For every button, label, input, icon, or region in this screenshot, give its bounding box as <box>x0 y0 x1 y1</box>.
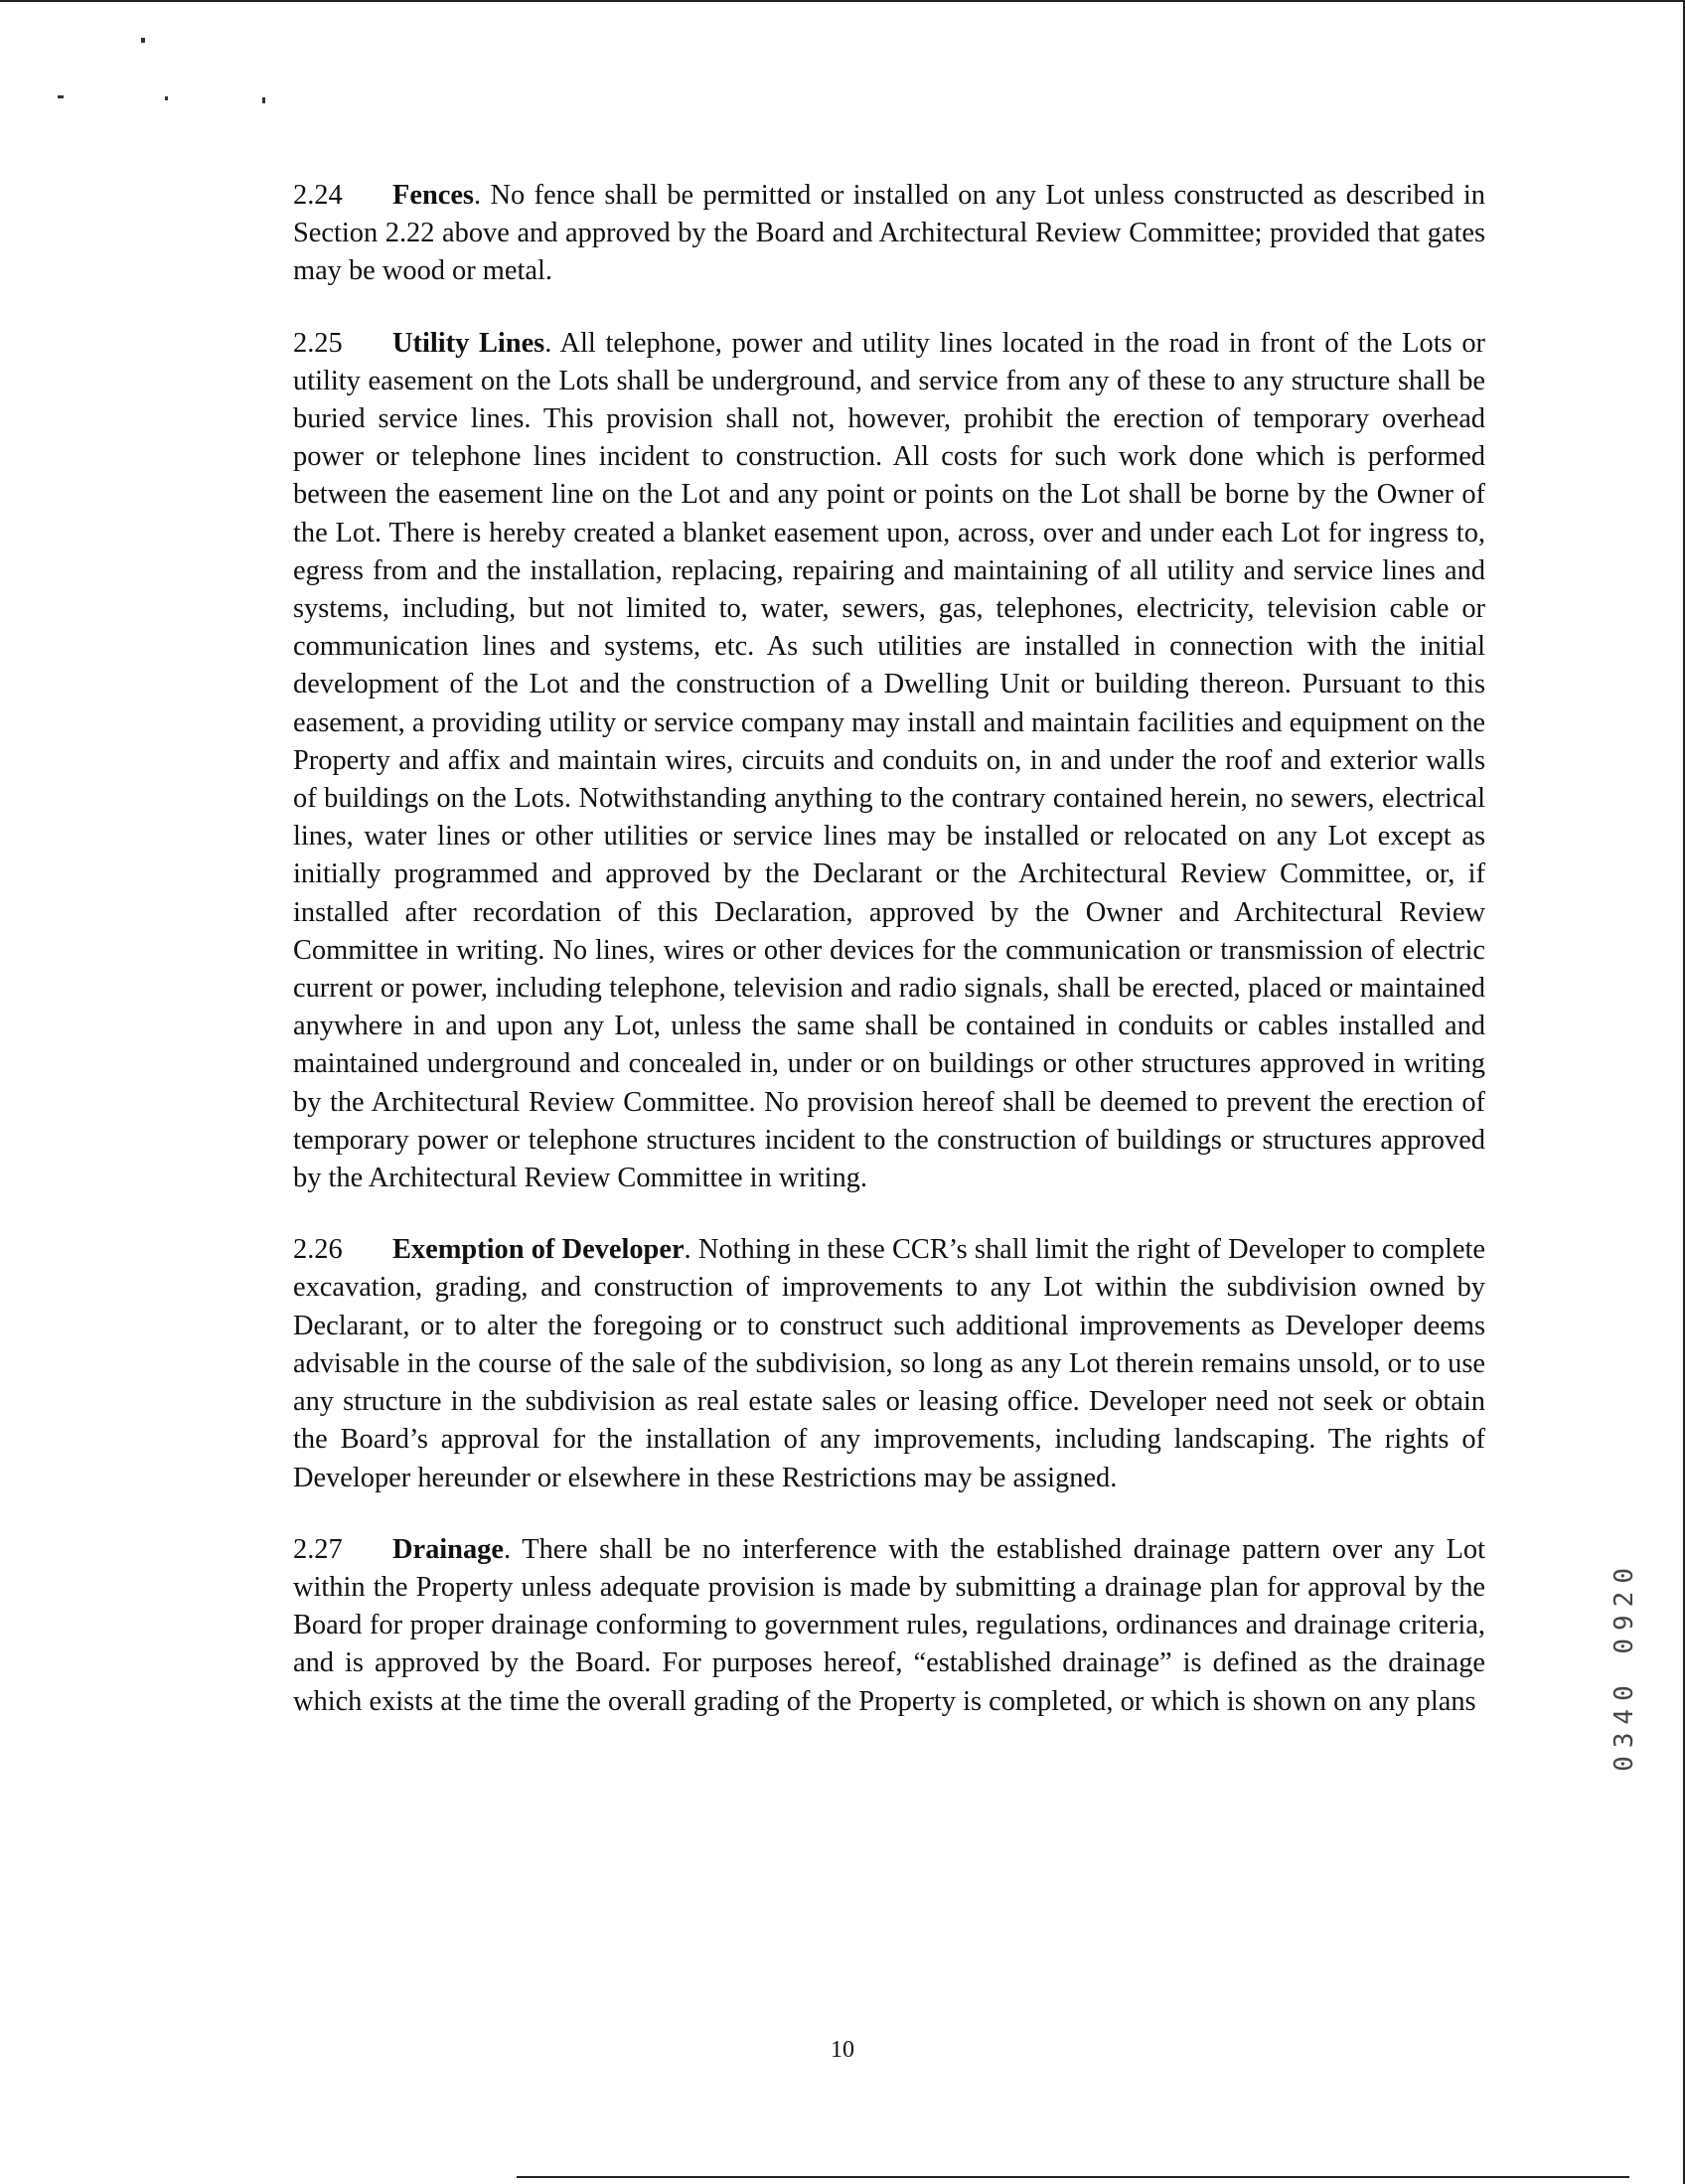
section-title: Drainage <box>392 1533 504 1565</box>
section-number: 2.25 <box>293 327 343 359</box>
section-number: 2.24 <box>293 180 343 211</box>
recording-stamp: 0340 0920 <box>1609 1560 1639 1772</box>
document-body <box>293 177 1485 1755</box>
bottom-edge-line <box>517 2176 1629 2178</box>
scan-speck <box>141 38 145 43</box>
page-number: 10 <box>831 2037 854 2063</box>
section-body: All telephone, power and utility lines located in the road in front of the Lots or utility easement on the Lots shall be underground, and service from any of these to any structure shall be buried service lines. This provision shall not, however, prohibit the erection of temporary overhead power or telephone lines incident to construction. All costs for such work done which is performed between the easement line on the Lot and any point or points on the Lot shall be borne by the Owner of the Lot. There is hereby created a blanket easement upon, across, over and under each Lot for ingress to, egress from and the installation, replacing, repairing and maintaining of all utility and service lines and systems, including, but not limited to, water, sewers, gas, telephones, electricity, television cable or communication lines and systems, etc. As such utilities are installed in connection with the initial development of the Lot and the construction of a Dwelling Unit or building thereon. Pursuant to this easement, a providing utility or service company may install and maintain facilities and equipment on the Property and affix and maintain wires, circuits and conduits on, in and under the roof and exterior walls of buildings on the Lots. Notwithstanding anything to the contrary contained herein, no sewers, electrical lines, water lines or other utilities or service lines may be installed or relocated on any Lot except as initially programmed and approved by the Declarant or the Architectural Review Committee, or, if installed after recordation of this Declaration, approved by the Owner and Architectural Review Committee in writing. No lines, wires or other devices for the communication or transmission of electric current or power, including telephone, television and radio signals, shall be erected, placed or maintained anywhere in and upon any Lot, unless the same shall be contained in conduits or cables installed and maintained underground and concealed in, under or on buildings or other structures approved in writing by the Architectural Review Committee. No provision hereof shall be deemed to prevent the erection of temporary power or telephone structures incident to the construction of buildings or structures approved by the Architectural Review Committee in writing. <box>293 327 1485 1194</box>
section-title: Utility Lines <box>392 327 545 359</box>
section-body: There shall be no interference with the established drainage pattern over any Lot within the Property unless adequate provision is made by submitting a drainage plan for approval by the Board for proper drainage conforming to government rules, regulations, ordinances and drainage criteria, and is approved by the Board. For purposes hereof, “established drainage” is defined as the drainage which exists at the time the overall grading of the Property is completed, or which is shown on any plans <box>293 1533 1485 1717</box>
scan-speck <box>262 97 265 103</box>
section-2-24: 2.24 Fences. No fence shall be permitted or installed on any Lot unless constructed as described in Section 2.22 above and approved by the Board and Architectural Review Committee; provided that gates may be wood or metal. <box>293 177 1485 291</box>
section-body: No fence shall be permitted or installed on any Lot unless constructed as described in Section 2.22 above and approved by the Board and Architectural Review Committee; provided that gates may be wood or metal. <box>293 180 1485 287</box>
section-title: Exemption of Developer <box>392 1234 685 1266</box>
section-2-26: 2.26 Exemption of Developer. Nothing in these CCR’s shall limit the right of Developer to complete excavation, grading, and construction of improvements to any Lot within the subdivision owned by Declarant, or to alter the foregoing or to construct such additional improvements as Developer deems advisable in the course of the sale of the subdivision, so long as any Lot therein remains unsold, or to use any structure in the subdivision as real estate sales or leasing office. Developer need not seek or obtain the Board’s approval for the installation of any improvements, including landscaping. The rights of Developer hereunder or elsewhere in these Restrictions may be assigned. <box>293 1231 1485 1496</box>
scan-speck <box>165 96 168 100</box>
section-2-27: 2.27 Drainage. There shall be no interference with the established drainage pattern over any Lot within the Property unless adequate provision is made by submitting a drainage plan for approval by the Board for proper drainage conforming to government rules, regulations, ordinances and drainage criteria, and is approved by the Board. For purposes hereof, “established drainage” is defined as the drainage which exists at the time the overall grading of the Property is completed, or which is shown on any plans <box>293 1531 1485 1721</box>
section-number: 2.26 <box>293 1234 343 1266</box>
scan-speck <box>58 95 64 98</box>
section-2-25: 2.25 Utility Lines. All telephone, power and utility lines located in the road in front of the Lots or utility easement on the Lots shall be underground, and service from any of these to any structure shall be buried service lines. This provision shall not, however, prohibit the erection of temporary overhead power or telephone lines incident to construction. All costs for such work done which is performed between the easement line on the Lot and any point or points on the Lot shall be borne by the Owner of the Lot. There is hereby created a blanket easement upon, across, over and under each Lot for ingress to, egress from and the installation, replacing, repairing and maintaining of all utility and service lines and systems, including, but not limited to, water, sewers, gas, telephones, electricity, television cable or communication lines and systems, etc. As such utilities are installed in connection with the initial development of the Lot and the construction of a Dwelling Unit or building thereon. Pursuant to this easement, a providing utility or service company may install and maintain facilities and equipment on the Property and affix and maintain wires, circuits and conduits on, in and under the roof and exterior walls of buildings on the Lots. Notwithstanding anything to the contrary contained herein, no sewers, electrical lines, water lines or other utilities or service lines may be installed or relocated on any Lot except as initially programmed and approved by the Declarant or the Architectural Review Committee, or, if installed after recordation of this Declaration, approved by the Owner and Architectural Review Committee in writing. No lines, wires or other devices for the communication or transmission of electric current or power, including telephone, television and radio signals, shall be erected, placed or maintained anywhere in and upon any Lot, unless the same shall be contained in conduits or cables installed and maintained underground and concealed in, under or on buildings or other structures approved in writing by the Architectural Review Committee. No provision hereof shall be deemed to prevent the erection of temporary power or telephone structures incident to the construction of buildings or structures approved by the Architectural Review Committee in writing. <box>293 325 1485 1198</box>
section-number: 2.27 <box>293 1533 343 1565</box>
section-body: Nothing in these CCR’s shall limit the right of Developer to complete excavation, grading, and construction of improvements to any Lot within the subdivision owned by Declarant, or to alter the foregoing or to construct such additional improvements as Developer deems advisable in the course of the sale of the subdivision, so long as any Lot therein remains unsold, or to use any structure in the subdivision as real estate sales or leasing office. Developer need not seek or obtain the Board’s approval for the installation of any improvements, including landscaping. The rights of Developer hereunder or elsewhere in these Restrictions may be assigned. <box>293 1234 1485 1493</box>
section-title: Fences <box>392 180 474 211</box>
